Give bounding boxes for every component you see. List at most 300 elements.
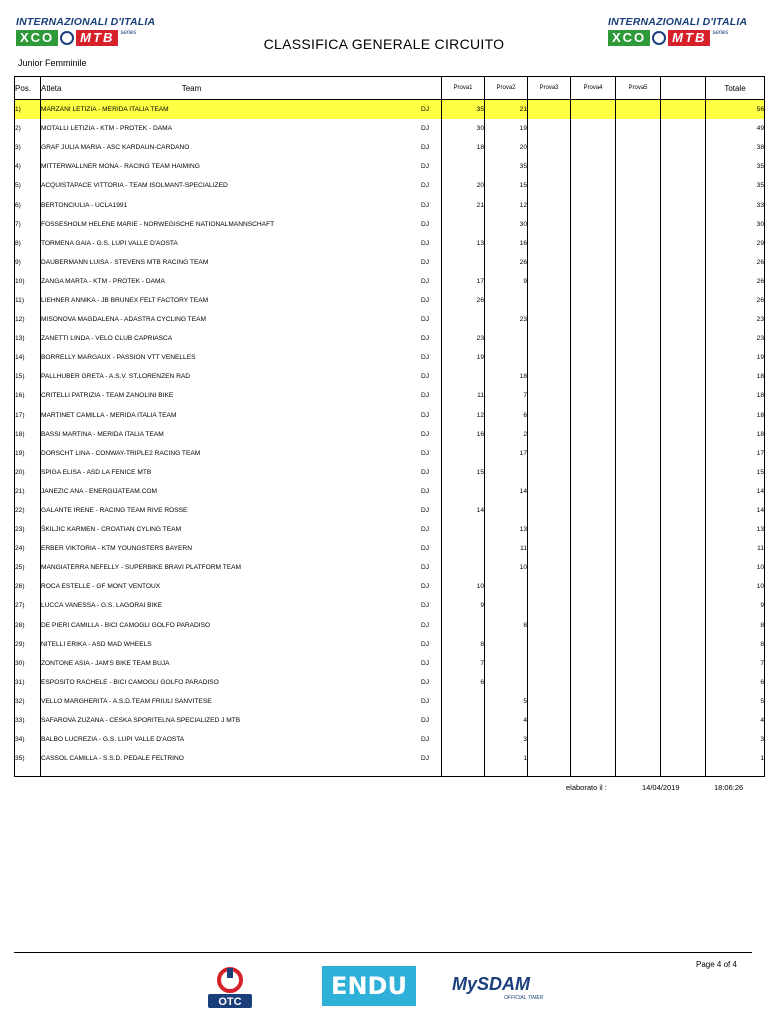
cell-empty (661, 272, 706, 291)
athlete-team-name: SPIGA ELISA - ASD LA FENICE MTB (41, 468, 152, 476)
cell-athlete-team (41, 138, 442, 157)
cell-prova3 (528, 215, 571, 234)
cell-empty (661, 654, 706, 673)
filler-cell (485, 768, 528, 777)
cell-total: 30 (706, 215, 765, 234)
cell-prova1 (442, 157, 485, 176)
cell-prova2: 10 (485, 558, 528, 577)
category-code: DJ (420, 411, 429, 419)
cell-pos: 26) (15, 577, 41, 596)
cell-prova4 (571, 291, 616, 310)
cell-total: 19 (706, 348, 765, 367)
cell-prova1: 20 (442, 176, 485, 195)
cell-prova5 (616, 195, 661, 214)
table-row (15, 176, 765, 195)
cell-prova5 (616, 463, 661, 482)
category-code: DJ (420, 678, 429, 686)
cell-prova3 (528, 520, 571, 539)
athlete-team-name: MARZANI LETIZIA - MERIDA ITALIA TEAM (41, 106, 169, 114)
endu-logo: ENDU (322, 966, 416, 1006)
cell-athlete-team (41, 730, 442, 749)
col-header-prova4: Prova4 (571, 77, 616, 100)
cell-total: 4 (706, 711, 765, 730)
cell-prova5 (616, 444, 661, 463)
cell-empty (661, 310, 706, 329)
cell-empty (661, 749, 706, 768)
cell-prova4 (571, 749, 616, 768)
category-code: DJ (420, 201, 429, 209)
cell-athlete-team (41, 291, 442, 310)
cell-pos: 5) (15, 176, 41, 195)
cell-prova5 (616, 100, 661, 120)
athlete-team-name: BERTONCIULIA - UCLA1991 (41, 201, 128, 209)
cell-prova3 (528, 596, 571, 615)
cell-pos: 7) (15, 215, 41, 234)
category-code: DJ (420, 392, 429, 400)
cell-pos: 21) (15, 482, 41, 501)
cell-total: 23 (706, 310, 765, 329)
table-row (15, 406, 765, 425)
cell-prova3 (528, 501, 571, 520)
cell-athlete-team (41, 367, 442, 386)
cell-prova5 (616, 577, 661, 596)
cell-total: 11 (706, 539, 765, 558)
cell-prova4 (571, 272, 616, 291)
cell-prova5 (616, 176, 661, 195)
cell-empty (661, 176, 706, 195)
cell-empty (661, 463, 706, 482)
cell-total: 26 (706, 253, 765, 272)
filler-cell (616, 768, 661, 777)
cell-prova4 (571, 539, 616, 558)
cell-athlete-team (41, 272, 442, 291)
cell-prova3 (528, 234, 571, 253)
cell-prova1: 12 (442, 406, 485, 425)
table-row (15, 215, 765, 234)
cell-total: 13 (706, 520, 765, 539)
cell-pos: 14) (15, 348, 41, 367)
category-code: DJ (420, 449, 429, 457)
cell-total: 56 (706, 100, 765, 120)
cell-prova4 (571, 501, 616, 520)
table-row (15, 616, 765, 635)
cell-athlete-team (41, 215, 442, 234)
cell-athlete-team (41, 520, 442, 539)
cell-prova5 (616, 215, 661, 234)
cell-prova5 (616, 596, 661, 615)
cell-total: 26 (706, 291, 765, 310)
category-code: DJ (420, 583, 429, 591)
table-row (15, 520, 765, 539)
category-code: DJ (420, 526, 429, 534)
cell-total: 7 (706, 654, 765, 673)
cell-pos: 8) (15, 234, 41, 253)
cell-prova4 (571, 520, 616, 539)
cell-prova4 (571, 100, 616, 120)
category-code: DJ (420, 659, 429, 667)
cell-prova2 (485, 635, 528, 654)
cell-prova1: 16 (442, 425, 485, 444)
cell-empty (661, 234, 706, 253)
cell-athlete-team (41, 463, 442, 482)
cell-athlete-team (41, 749, 442, 768)
cell-prova1 (442, 367, 485, 386)
filler-cell (442, 768, 485, 777)
table-row (15, 195, 765, 214)
logo-xco: XCO (608, 30, 650, 46)
cell-prova1: 8 (442, 635, 485, 654)
cell-total: 9 (706, 596, 765, 615)
cell-prova4 (571, 406, 616, 425)
cell-prova1: 26 (442, 291, 485, 310)
cell-prova3 (528, 558, 571, 577)
cell-prova2: 15 (485, 176, 528, 195)
cell-prova3 (528, 195, 571, 214)
cell-prova3 (528, 386, 571, 405)
cell-prova3 (528, 176, 571, 195)
cell-pos: 17) (15, 406, 41, 425)
cell-total: 14 (706, 501, 765, 520)
cell-pos: 15) (15, 367, 41, 386)
cell-prova2: 12 (485, 195, 528, 214)
cell-athlete-team (41, 444, 442, 463)
athlete-team-name: JANEZIC ANA - ENERGIJATEAM.COM (41, 487, 158, 495)
category-code: DJ (420, 736, 429, 744)
cell-empty (661, 119, 706, 138)
category-code: DJ (420, 258, 429, 266)
cell-prova2: 11 (485, 539, 528, 558)
category-code: DJ (420, 697, 429, 705)
cell-prova1 (442, 558, 485, 577)
table-filler-row (15, 768, 765, 777)
logo-series: series (120, 30, 137, 36)
cell-prova4 (571, 386, 616, 405)
table-row (15, 730, 765, 749)
athlete-team-name: FOSSESHOLM HELENE MARIE - NORWEGISCHE NATIONALMANNSCHAFT (41, 220, 275, 228)
cell-prova3 (528, 635, 571, 654)
cell-total: 10 (706, 577, 765, 596)
cell-athlete-team (41, 577, 442, 596)
category-code: DJ (420, 125, 429, 133)
table-row (15, 463, 765, 482)
category-code: DJ (420, 602, 429, 610)
cell-prova4 (571, 329, 616, 348)
filler-cell (528, 768, 571, 777)
cell-pos: 32) (15, 692, 41, 711)
cell-prova4 (571, 673, 616, 692)
athlete-team-name: BALBO LUCREZIA - G.S. LUPI VALLE D'AOSTA (41, 736, 185, 744)
filler-cell (41, 768, 442, 777)
col-header-prova2: Prova2 (485, 77, 528, 100)
cell-prova2: 17 (485, 444, 528, 463)
cell-empty (661, 157, 706, 176)
cell-prova1: 17 (442, 272, 485, 291)
cell-prova1: 15 (442, 463, 485, 482)
category-code: DJ (420, 545, 429, 553)
cell-prova2: 1 (485, 749, 528, 768)
cell-prova5 (616, 348, 661, 367)
cell-prova5 (616, 425, 661, 444)
cell-empty (661, 406, 706, 425)
filler-cell (571, 768, 616, 777)
cell-prova2: 14 (485, 482, 528, 501)
cell-prova2: 4 (485, 711, 528, 730)
cell-prova5 (616, 520, 661, 539)
athlete-team-name: ERBER VIKTORIA - KTM YOUNGSTERS BAYERN (41, 545, 192, 553)
athlete-team-name: ACQUISTAPACE VITTORIA - TEAM ISOLMANT-SPECIALIZED (41, 182, 228, 190)
cell-athlete-team (41, 673, 442, 692)
cell-prova2: 2 (485, 425, 528, 444)
cell-empty (661, 367, 706, 386)
cell-empty (661, 692, 706, 711)
cell-prova3 (528, 348, 571, 367)
cell-empty (661, 558, 706, 577)
cell-prova5 (616, 291, 661, 310)
athlete-team-name: MARTINET CAMILLA - MERIDA ITALIA TEAM (41, 411, 177, 419)
cell-prova3 (528, 730, 571, 749)
cell-prova1 (442, 482, 485, 501)
cell-athlete-team (41, 635, 442, 654)
cell-empty (661, 520, 706, 539)
athlete-team-name: ROCA ESTELLE - GF MONT VENTOUX (41, 583, 161, 591)
athlete-team-name: PALLHUBER GRETA - A.S.V. ST.LORENZEN RAD (41, 373, 191, 381)
athlete-team-name: LUCCA VANESSA - G.S. LAGORAI BIKE (41, 602, 163, 610)
cell-empty (661, 673, 706, 692)
athlete-team-name: GALANTE IRENE - RACING TEAM RIVE ROSSE (41, 507, 188, 515)
cell-pos: 20) (15, 463, 41, 482)
cell-prova4 (571, 577, 616, 596)
cell-total: 17 (706, 444, 765, 463)
cell-prova5 (616, 711, 661, 730)
category-code: DJ (420, 564, 429, 572)
cell-prova4 (571, 635, 616, 654)
cell-athlete-team (41, 501, 442, 520)
cell-prova2 (485, 291, 528, 310)
athlete-team-name: ESPOSITO RACHELE - BICI CAMOGLI GOLFO PARADISO (41, 678, 219, 686)
category-code: DJ (420, 106, 429, 114)
cell-athlete-team (41, 711, 442, 730)
cell-pos: 29) (15, 635, 41, 654)
category-code: DJ (420, 144, 429, 152)
table-row (15, 119, 765, 138)
cell-empty (661, 329, 706, 348)
category-code: DJ (420, 487, 429, 495)
cell-pos: 24) (15, 539, 41, 558)
cell-prova3 (528, 463, 571, 482)
page-title: CLASSIFICA GENERALE CIRCUITO (263, 36, 505, 52)
mysdam-logo-text: MySDAM (452, 974, 531, 994)
cell-prova2 (485, 329, 528, 348)
table-row (15, 100, 765, 120)
cell-prova3 (528, 749, 571, 768)
cell-prova5 (616, 749, 661, 768)
cell-prova3 (528, 692, 571, 711)
cell-prova3 (528, 711, 571, 730)
cell-prova4 (571, 234, 616, 253)
cell-prova5 (616, 310, 661, 329)
athlete-team-name: MANGIATERRA NEFELLY - SUPERBIKE BRAVI PLATFORM TEAM (41, 564, 242, 572)
cell-empty (661, 539, 706, 558)
cell-total: 18 (706, 367, 765, 386)
table-row (15, 673, 765, 692)
cell-total: 3 (706, 730, 765, 749)
cell-empty (661, 253, 706, 272)
cell-empty (661, 596, 706, 615)
table-row (15, 749, 765, 768)
cell-prova4 (571, 215, 616, 234)
cell-prova1: 21 (442, 195, 485, 214)
cell-prova5 (616, 654, 661, 673)
cell-prova1 (442, 253, 485, 272)
category-code: DJ (420, 354, 429, 362)
filler-cell (15, 768, 41, 777)
cell-prova1: 9 (442, 596, 485, 615)
cell-empty (661, 138, 706, 157)
cell-athlete-team (41, 654, 442, 673)
table-row (15, 310, 765, 329)
cell-total: 14 (706, 482, 765, 501)
elaborated-date: 14/04/2019 (642, 783, 680, 792)
cell-prova3 (528, 291, 571, 310)
cell-prova1 (442, 520, 485, 539)
cell-prova4 (571, 558, 616, 577)
cell-prova3 (528, 406, 571, 425)
cell-prova2 (485, 348, 528, 367)
cell-total: 23 (706, 329, 765, 348)
cell-prova5 (616, 635, 661, 654)
cell-athlete-team (41, 482, 442, 501)
table-row (15, 253, 765, 272)
athlete-team-name: ZONTONE ASIA - JAM'S BIKE TEAM BUJA (41, 659, 170, 667)
cell-athlete-team (41, 692, 442, 711)
cell-prova2 (485, 654, 528, 673)
cell-prova5 (616, 482, 661, 501)
cell-athlete-team (41, 596, 442, 615)
table-row (15, 367, 765, 386)
cell-athlete-team (41, 616, 442, 635)
cell-total: 35 (706, 176, 765, 195)
col-header-prova1: Prova1 (442, 77, 485, 100)
cell-prova4 (571, 692, 616, 711)
athlete-team-name: CASSOL CAMILLA - S.S.D. PEDALE FELTRINO (41, 755, 184, 763)
cell-athlete-team (41, 253, 442, 272)
cell-prova2: 19 (485, 119, 528, 138)
cell-empty (661, 711, 706, 730)
cell-prova5 (616, 157, 661, 176)
category-code: DJ (420, 296, 429, 304)
otc-logo-graphic (200, 966, 260, 1010)
table-row (15, 291, 765, 310)
cell-pos: 33) (15, 711, 41, 730)
cell-prova5 (616, 386, 661, 405)
cell-prova5 (616, 234, 661, 253)
cell-prova4 (571, 616, 616, 635)
cell-prova1 (442, 444, 485, 463)
mysdam-logo-subtext: OFFICIAL TIMER (504, 995, 544, 1001)
cell-prova3 (528, 425, 571, 444)
cell-prova1 (442, 711, 485, 730)
table-row (15, 386, 765, 405)
cell-prova1: 23 (442, 329, 485, 348)
elaborated-label: elaborato il : (566, 783, 607, 792)
cell-prova3 (528, 138, 571, 157)
cell-prova4 (571, 425, 616, 444)
cell-prova1: 11 (442, 386, 485, 405)
cell-prova2 (485, 501, 528, 520)
cell-pos: 9) (15, 253, 41, 272)
cell-prova1: 7 (442, 654, 485, 673)
cell-total: 26 (706, 272, 765, 291)
cell-total: 35 (706, 157, 765, 176)
cell-empty (661, 291, 706, 310)
athlete-team-name: CRITELLI PATRIZIA - TEAM ZANOLINI BIKE (41, 392, 174, 400)
table-row (15, 272, 765, 291)
cell-prova1 (442, 730, 485, 749)
athlete-team-name: BORRELLY MARGAUX - PASSION VTT VENELLES (41, 354, 196, 362)
cell-pos: 6) (15, 195, 41, 214)
mysdam-logo (452, 966, 592, 1006)
col-header-prova3: Prova3 (528, 77, 571, 100)
cell-pos: 23) (15, 520, 41, 539)
cell-empty (661, 730, 706, 749)
cell-total: 10 (706, 558, 765, 577)
cell-prova4 (571, 367, 616, 386)
cell-total: 18 (706, 425, 765, 444)
cell-prova1 (442, 539, 485, 558)
athlete-team-name: GRAF JULIA MARIA - ASC KARDAUN-CARDANO (41, 144, 190, 152)
col-header-pos: Pos. (15, 77, 41, 100)
cell-prova4 (571, 176, 616, 195)
cell-total: 33 (706, 195, 765, 214)
table-row (15, 539, 765, 558)
athlete-team-name: TORMENA GAIA - G.S. LUPI VALLE D'AOSTA (41, 239, 178, 247)
cell-prova3 (528, 577, 571, 596)
cell-prova5 (616, 501, 661, 520)
cell-prova4 (571, 711, 616, 730)
cell-prova3 (528, 119, 571, 138)
cell-pos: 4) (15, 157, 41, 176)
athlete-team-name: DE PIERI CAMILLA - BICI CAMOGLI GOLFO PARADISO (41, 621, 211, 629)
cell-pos: 1) (15, 100, 41, 120)
logo-series: series (712, 30, 729, 36)
cell-prova4 (571, 310, 616, 329)
cell-prova1 (442, 215, 485, 234)
cell-prova1 (442, 692, 485, 711)
cell-prova4 (571, 654, 616, 673)
cell-pos: 22) (15, 501, 41, 520)
cell-pos: 27) (15, 596, 41, 615)
otc-logo (200, 966, 260, 1006)
cell-empty (661, 616, 706, 635)
elaborated-time: 18:06:26 (714, 783, 744, 792)
category-code: DJ (420, 468, 429, 476)
cell-prova2 (485, 577, 528, 596)
athlete-team-name: DAUBERMANN LUISA - STEVENS MTB RACING TEAM (41, 258, 209, 266)
cell-prova2: 3 (485, 730, 528, 749)
cell-prova3 (528, 367, 571, 386)
cell-total: 1 (706, 749, 765, 768)
cell-total: 18 (706, 406, 765, 425)
cell-prova4 (571, 138, 616, 157)
cell-prova5 (616, 272, 661, 291)
table-row (15, 138, 765, 157)
cell-pos: 19) (15, 444, 41, 463)
cell-total: 29 (706, 234, 765, 253)
cell-prova2: 9 (485, 272, 528, 291)
cell-prova3 (528, 272, 571, 291)
category-code: DJ (420, 239, 429, 247)
cell-prova4 (571, 730, 616, 749)
